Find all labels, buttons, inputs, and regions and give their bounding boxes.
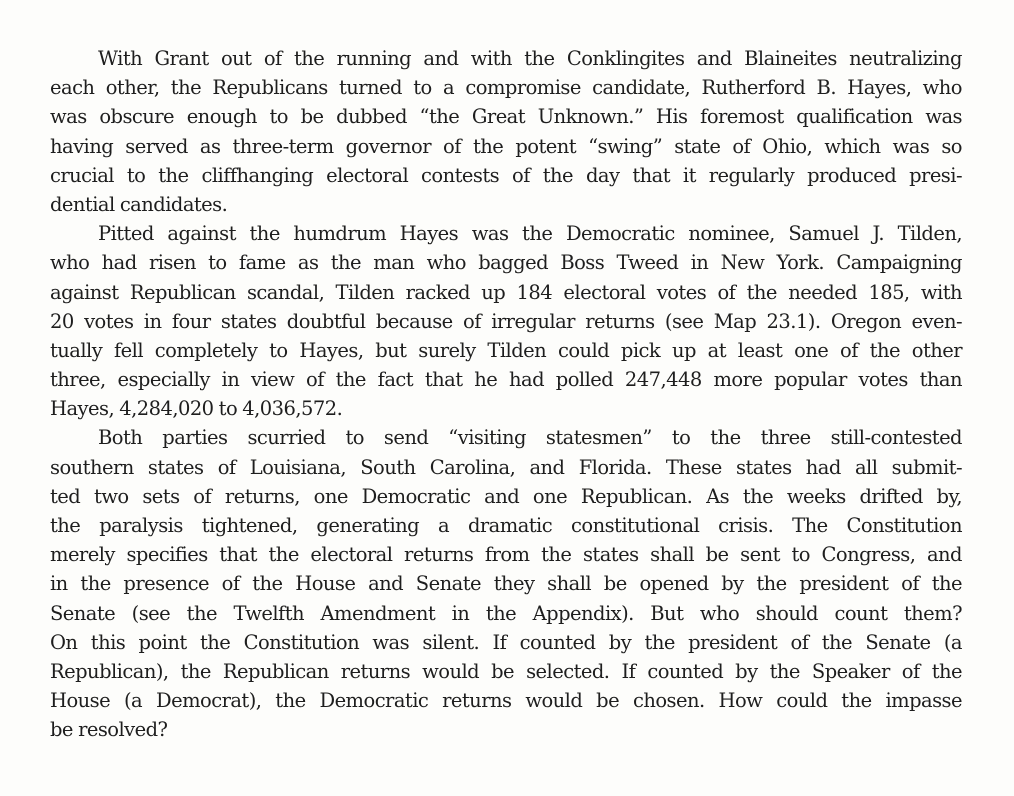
text-line: Both parties scurried to send “visiting statesmen” to the three still-contested <box>98 426 962 450</box>
text-line: three, especially in view of the fact that he had polled 247,448 more popular votes than <box>50 368 962 392</box>
text-line: southern states of Louisiana, South Carolina, and Florida. These states had all submit- <box>50 455 962 479</box>
text-line: With Grant out of the running and with the Conklingites and Blaineites neutralizing <box>98 47 962 70</box>
text-line: be resolved? <box>50 718 168 742</box>
text-line: dential candidates. <box>50 192 228 216</box>
text-line: On this point the Constitution was silent. If counted by the president of the Senate (a <box>50 630 962 654</box>
text-line: Pitted against the humdrum Hayes was the Democratic nominee, Samuel J. Tilden, <box>98 222 962 246</box>
text-line: merely specifies that the electoral returns from the states shall be sent to Congress, and <box>50 543 962 567</box>
text-line: ted two sets of returns, one Democratic and one Republican. As the weeks drifted by, <box>50 484 962 508</box>
paragraph-3 <box>50 423 962 744</box>
text-line: crucial to the cliffhanging electoral contests of the day that it regularly produced presi- <box>50 163 962 187</box>
text-line: Republican), the Republican returns would be selected. If counted by the Speaker of the <box>50 659 962 683</box>
paragraph-2 <box>50 219 962 423</box>
body-text <box>50 44 962 745</box>
text-line: 20 votes in four states doubtful because of irregular returns (see Map 23.1). Oregon even- <box>50 309 962 333</box>
text-line: was obscure enough to be dubbed “the Great Unknown.” His foremost qualification was <box>50 105 962 129</box>
paragraph-1 <box>50 44 962 219</box>
text-line: Senate (see the Twelfth Amendment in the Appendix). But who should count them? <box>50 601 962 625</box>
text-line: House (a Democrat), the Democratic returns would be chosen. How could the impasse <box>50 689 962 713</box>
text-line: in the presence of the House and Senate they shall be opened by the president of the <box>50 572 962 596</box>
text-line: the paralysis tightened, generating a dramatic constitutional crisis. The Constitution <box>50 514 962 537</box>
text-line: tually fell completely to Hayes, but surely Tilden could pick up at least one of the other <box>50 338 962 362</box>
text-line: who had risen to fame as the man who bagged Boss Tweed in New York. Campaigning <box>50 251 962 275</box>
text-line: Hayes, 4,284,020 to 4,036,572. <box>50 397 343 421</box>
text-line: each other, the Republicans turned to a compromise candidate, Rutherford B. Hayes, who <box>50 76 962 100</box>
text-line: against Republican scandal, Tilden racked up 184 electoral votes of the needed 185, with <box>50 280 962 304</box>
text-line: having served as three-term governor of the potent “swing” state of Ohio, which was so <box>50 134 962 158</box>
